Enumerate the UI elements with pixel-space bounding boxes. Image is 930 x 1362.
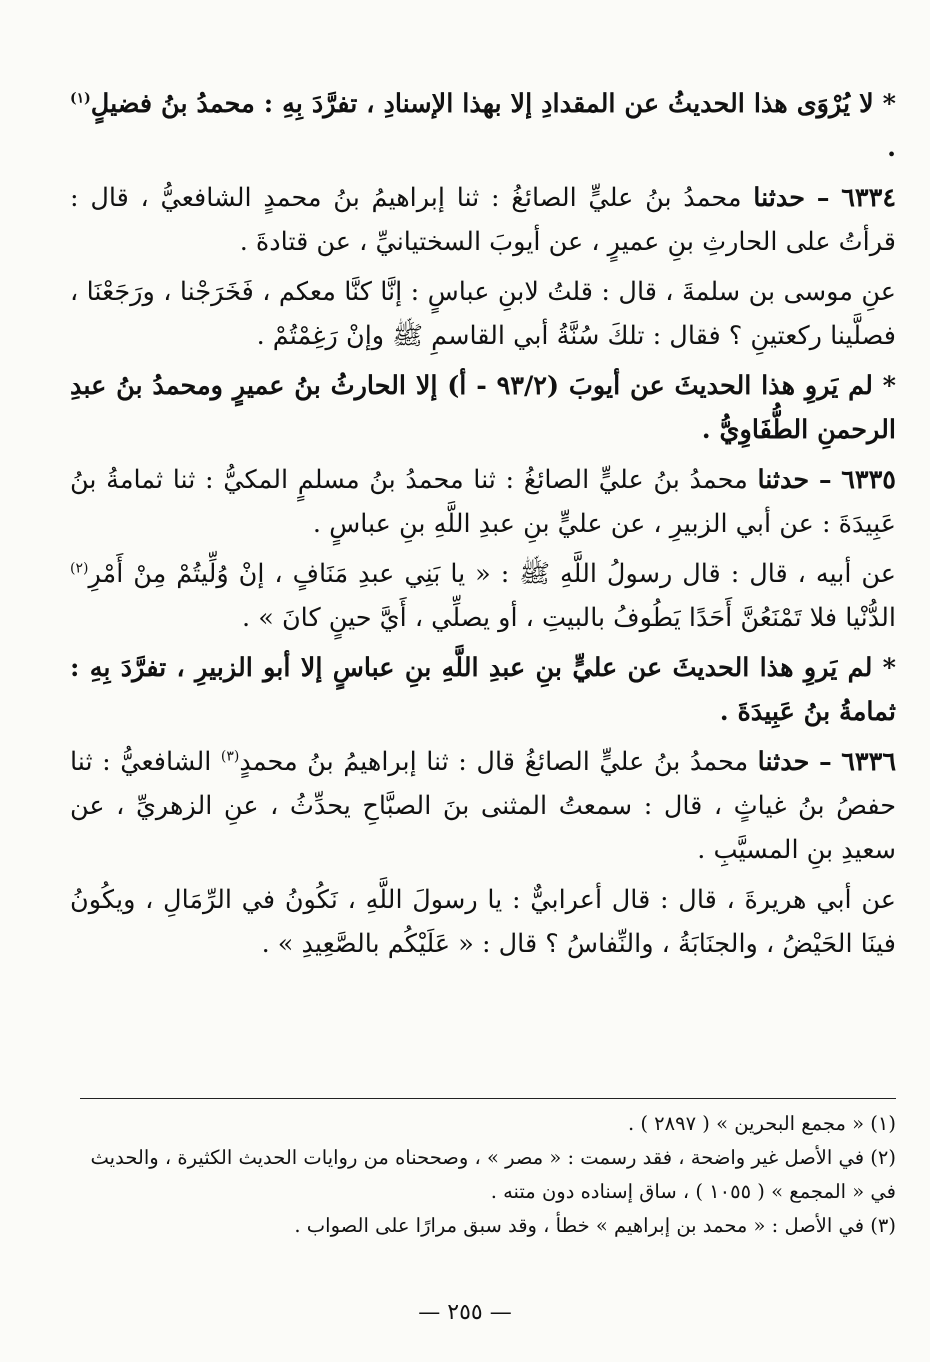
hadith-text-continued: الشافعيُّ : ثنا حفصُ بنُ غياثٍ ، قال : سمعتُ المثنى بنَ الصبَّاحِ يحدِّثُ ، عنِ الزهريِّ ، عن سعيدِ بنِ المسيَّبِ . — [70, 747, 896, 865]
hadith-lead: حدثنا — [753, 183, 806, 213]
hadith-6335 — [70, 458, 896, 546]
editor-note — [70, 82, 896, 170]
footnote-ref: (٢) — [70, 560, 89, 577]
editor-note — [70, 364, 896, 452]
hadith-lead: حدثنا — [757, 465, 810, 495]
hadith-number: ٦٣٣٤ — [841, 183, 897, 213]
hadith-6336 — [70, 740, 896, 872]
matn-text: عن أبي هريرةَ ، قال : قال أعرابيٌّ : يا رسولَ اللَّهِ ، نَكُونُ في الرِّمَالِ ، ويكُونُ فينَا الحَيْضُ ، والجنَابَةُ ، والنِّفاسُ ؟ قال : « عَلَيْكُم بالصَّعِيدِ » . — [70, 885, 896, 959]
asterisk-icon: * — [882, 89, 896, 119]
footnote-1 — [80, 1107, 896, 1141]
hadith-lead: حدثنا — [757, 747, 810, 777]
footnote-text: « مجمع البحرين » ( ٢٨٩٧ ) . — [627, 1112, 865, 1135]
hadith-number: ٦٣٣٥ — [841, 465, 897, 495]
hadith-dash: – — [818, 465, 832, 495]
footnote-3 — [80, 1209, 896, 1243]
footnote-marker: (٢) — [870, 1146, 896, 1169]
page-number: — ٢٥٥ — — [418, 1300, 512, 1325]
hadith-6334 — [70, 176, 896, 264]
footnote-2 — [80, 1141, 896, 1209]
note-end: . — [887, 133, 896, 163]
note-text: لم يَروِ هذا الحديثَ عن عليٍّ بنِ عبدِ اللَّهِ بنِ عباسٍ إلا أبو الزبيرِ ، تفرَّدَ بِهِ : ثمامةُ بنُ عَبِيدَةَ . — [70, 653, 896, 727]
matn-text-continued: الدُّنْيا فلا تَمْنَعُنَّ أَحَدًا يَطُوفُ بالبيتِ ، أو يصلِّي ، أَيَّ حينٍ كانَ » . — [242, 603, 896, 633]
hadith-dash: – — [818, 747, 832, 777]
hadith-matn — [70, 270, 896, 358]
hadith-text: محمدُ بنُ عليٍّ الصائغُ : ثنا محمدُ بنُ مسلمٍ المكيُّ : ثنا ثمامةُ بنُ عَبِيدَةَ : عن أبي الزبيرِ ، عن عليٍّ بنِ عبدِ اللَّهِ بنِ عباسٍ . — [70, 465, 896, 539]
editor-note — [70, 646, 896, 734]
hadith-matn — [70, 552, 896, 640]
note-text: لا يُرْوَى هذا الحديثُ عن المقدادِ إلا بهذا الإسنادِ ، تفرَّدَ بِهِ : محمدُ بنُ فضيلٍ — [90, 89, 874, 119]
hadith-text: محمدُ بنُ عليٍّ الصائغُ : ثنا إبراهيمُ بنُ محمدٍ الشافعيُّ ، قال : قرأتُ على الحارثِ بنِ عميرٍ ، عن أيوبَ السختيانيِّ ، عن قتادةَ . — [70, 183, 896, 257]
hadith-number: ٦٣٣٦ — [841, 747, 897, 777]
hadith-text: محمدُ بنُ عليٍّ الصائغُ قال : ثنا إبراهيمُ بنُ محمدٍ — [239, 747, 749, 777]
footnote-text: في الأصل : « محمد بن إبراهيم » خطأ ، وقد سبق مرارًا على الصواب . — [294, 1214, 865, 1237]
footnote-text: في الأصل غير واضحة ، فقد رسمت : « مصر » ، وصححناه من روايات الحديث الكثيرة ، والحديث في « المجمع » ( ١٠٥٥ ) ، ساق إسناده دون متنه . — [90, 1146, 896, 1203]
footnote-ref: (١) — [70, 90, 91, 107]
note-text: لم يَروِ هذا الحديثَ عن أيوبَ (٩٣/٢ - أ) إلا الحارثُ بنُ عميرٍ ومحمدُ بنُ عبدِ الرحمنِ الطُّفَاوِيُّ . — [70, 371, 896, 445]
hadith-matn — [70, 878, 896, 966]
asterisk-icon: * — [882, 371, 896, 401]
footnote-marker: (١) — [870, 1112, 896, 1135]
footnote-ref: (٣) — [220, 748, 240, 765]
matn-text: عن أبيه ، قال : قال رسولُ اللَّهِ ﷺ : « يا بَنِي عبدِ مَنَافٍ ، إنْ وُلِّيتُمْ مِنْ أَمْرِ — [88, 559, 896, 589]
hadith-dash: – — [816, 183, 830, 213]
asterisk-icon: * — [882, 653, 896, 683]
matn-text: عنِ موسى بن سلمةَ ، قال : قلتُ لابنِ عباسٍ : إنَّا كنَّا معكم ، فَخَرَجْنا ، ورَجَعْنَا ، فصلَّينا ركعتينِ ؟ فقال : تلكَ سُنَّةُ أبي القاسمِ ﷺ وإنْ رَغِمْتُمْ . — [70, 277, 896, 351]
footnote-marker: (٣) — [870, 1214, 896, 1237]
footnotes — [80, 1098, 896, 1243]
